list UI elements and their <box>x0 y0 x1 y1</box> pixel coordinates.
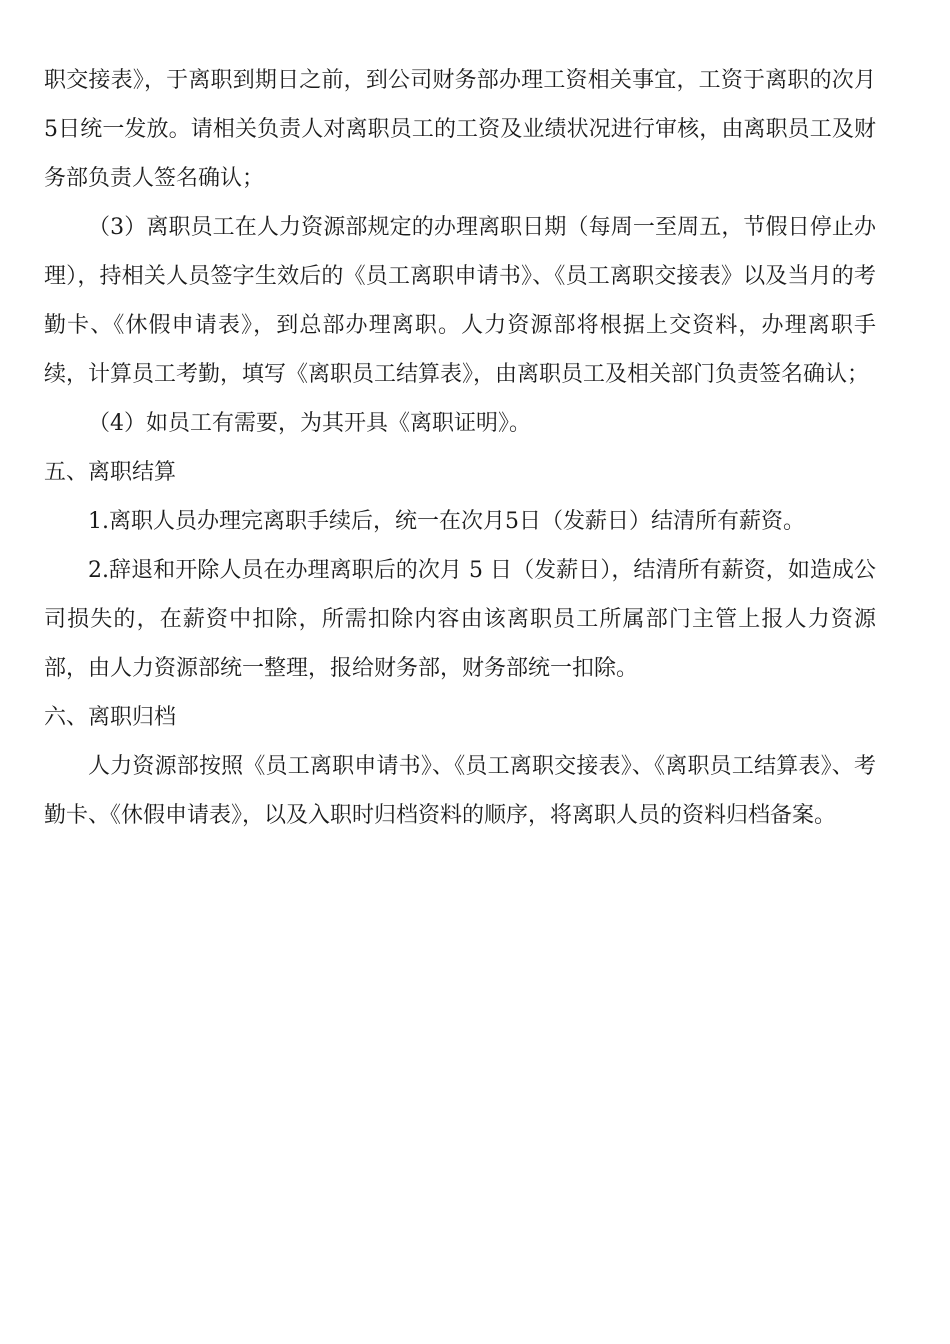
paragraph-archive: 人力资源部按照《员工离职申请书》、《员工离职交接表》、《离职员工结算表》、考勤卡、《休假申请表》，以及入职时归档资料的顺序，将离职人员的资料归档备案。 <box>44 754 876 828</box>
paragraph-step-4: （4）如员工有需要，为其开具《离职证明》。 <box>88 411 531 436</box>
paragraph-salary-settlement-continued: 职交接表》，于离职到期日之前，到公司财务部办理工资相关事宜，工资于离职的次月5日统一发放。请相关负责人对离职员工的工资及业绩状况进行审核，由离职员工及财务部负责人签名确认； <box>44 68 876 191</box>
document-page <box>44 56 876 840</box>
section-heading-archive: 六、离职归档 <box>44 705 177 730</box>
section-heading-settlement: 五、离职结算 <box>44 460 177 485</box>
paragraph-settlement-2: 2.辞退和开除人员在办理离职后的次月 5 日（发薪日），结清所有薪资，如造成公司损失的，在薪资中扣除，所需扣除内容由该离职员工所属部门主管上报人力资源部，由人力资源部统一整理，报给财务部，财务部统一扣除。 <box>44 558 876 681</box>
paragraph-step-3: （3）离职员工在人力资源部规定的办理离职日期（每周一至周五，节假日停止办理），持相关人员签字生效后的《员工离职申请书》、《员工离职交接表》以及当月的考勤卡、《休假申请表》，到总部办理离职。人力资源部将根据上交资料，办理离职手续，计算员工考勤，填写《离职员工结算表》，由离职员工及相关部门负责签名确认； <box>44 215 876 387</box>
paragraph-settlement-1: 1.离职人员办理完离职手续后，统一在次月5日（发薪日）结清所有薪资。 <box>88 509 805 534</box>
